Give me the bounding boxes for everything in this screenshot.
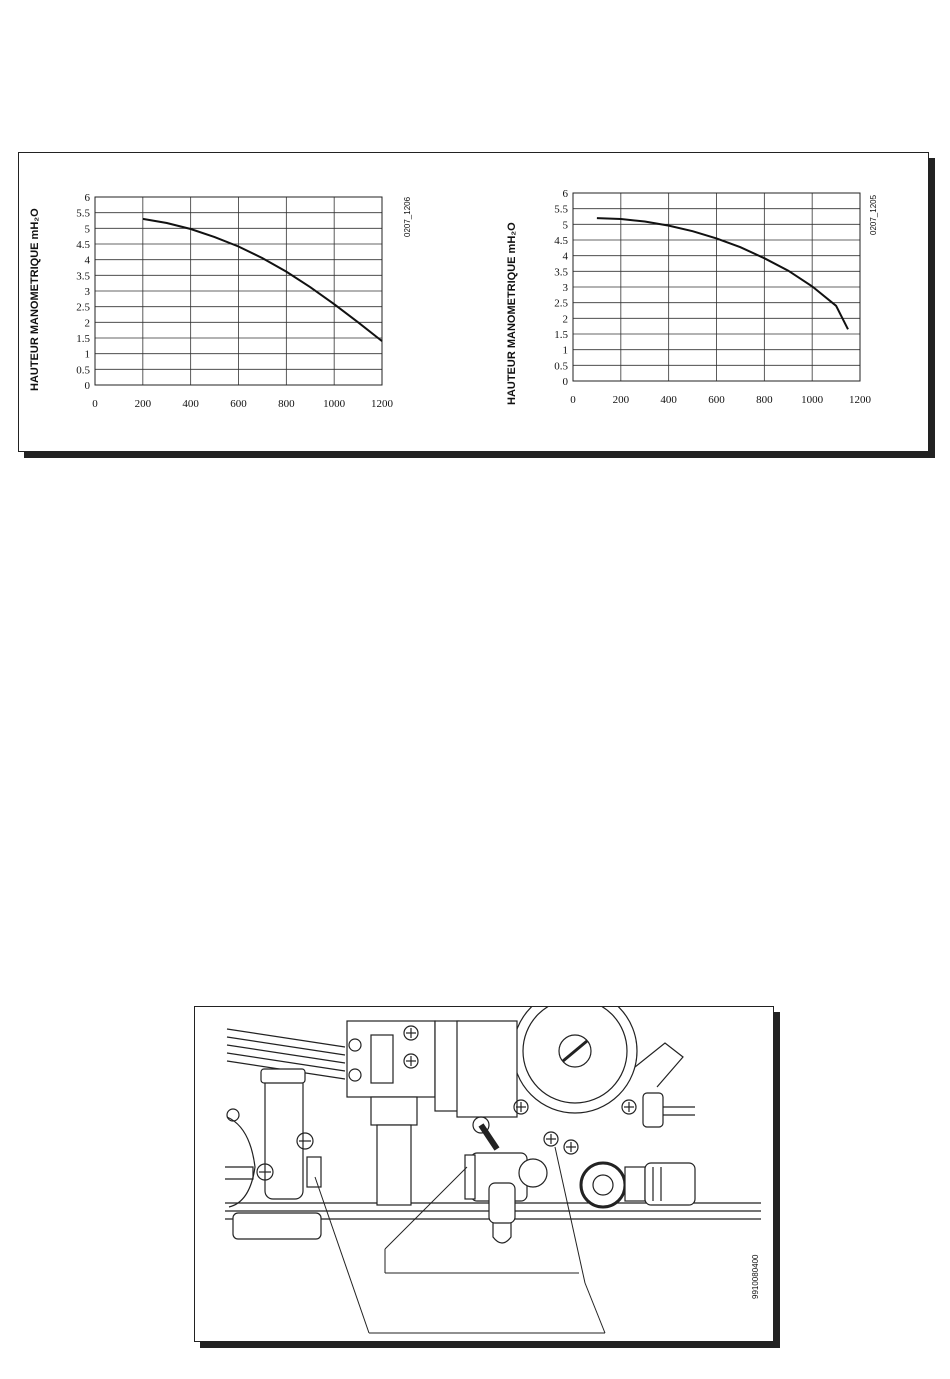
chart-1-ytick-0: 0	[84, 380, 90, 392]
chart-1-series-0-line	[143, 219, 382, 341]
chart-1-ytick-3: 1.5	[76, 333, 90, 345]
chart-1-ytick-5: 2.5	[76, 301, 90, 314]
chart-2-ytick-2: 1	[562, 344, 568, 357]
chart-2-ytick-4: 2	[562, 313, 568, 326]
pump-curve-chart-2	[547, 181, 887, 411]
chart-2-xtick-2: 400	[660, 394, 677, 406]
chart-1-ytick-10: 5	[84, 223, 90, 236]
chart-2-xtick-6: 1200	[849, 394, 871, 406]
chart-2-xtick-5: 1000	[801, 394, 824, 406]
valve-assembly-drawing	[195, 1007, 773, 1341]
chart-2-xtick-0: 0	[570, 394, 576, 406]
chart-1-ytick-1: 0.5	[76, 364, 90, 377]
chart-2-xtick-4: 800	[756, 394, 773, 406]
diagram-code: 9910080400	[751, 1254, 760, 1299]
chart-1-ytick-12: 6	[84, 192, 90, 204]
chart-1-ytick-8: 4	[84, 254, 90, 267]
chart-1-ytick-6: 3	[84, 286, 90, 298]
chart-2-ytick-12: 6	[562, 188, 568, 200]
chart-1-xtick-2: 400	[182, 398, 199, 410]
chart-1-xtick-3: 600	[230, 398, 247, 410]
chart-2-ylabel: HAUTEUR MANOMETRIQUE mH₂O	[506, 222, 518, 405]
chart-2-series-0-line	[597, 218, 848, 329]
chart-1-ytick-7: 3.5	[76, 270, 90, 283]
chart-panel	[18, 152, 929, 452]
chart-1-code: 0207_1206	[403, 196, 412, 237]
chart-1-ytick-2: 1	[84, 348, 90, 361]
chart-1-xtick-4: 800	[278, 398, 295, 410]
diagram-panel	[194, 1006, 774, 1342]
chart-1-ylabel: HAUTEUR MANOMETRIQUE mH₂O	[29, 208, 41, 391]
chart-2-ytick-11: 5.5	[554, 203, 568, 216]
chart-2-ytick-10: 5	[562, 219, 568, 232]
chart-1-xtick-1: 200	[134, 398, 152, 410]
chart-2-xtick-3: 600	[708, 394, 725, 406]
chart-2-ytick-3: 1.5	[554, 329, 568, 341]
chart-2-ytick-0: 0	[562, 376, 568, 388]
chart-2-ytick-9: 4.5	[554, 235, 568, 247]
pump-curve-chart-1	[69, 185, 409, 415]
chart-2-xtick-1: 200	[612, 394, 630, 406]
chart-2-ytick-8: 4	[562, 250, 568, 263]
chart-1-xtick-6: 1200	[371, 398, 393, 410]
chart-1-xtick-0: 0	[92, 398, 98, 410]
chart-2-code: 0207_1205	[869, 194, 878, 235]
chart-1-ytick-11: 5.5	[76, 207, 90, 220]
chart-1-ytick-9: 4.5	[76, 239, 90, 251]
chart-1-xtick-5: 1000	[323, 398, 346, 410]
chart-2-ytick-1: 0.5	[554, 360, 568, 373]
chart-2-ytick-7: 3.5	[554, 266, 568, 279]
chart-2-ytick-5: 2.5	[554, 297, 568, 310]
chart-2-ytick-6: 3	[562, 282, 568, 294]
chart-1-ytick-4: 2	[84, 317, 90, 330]
